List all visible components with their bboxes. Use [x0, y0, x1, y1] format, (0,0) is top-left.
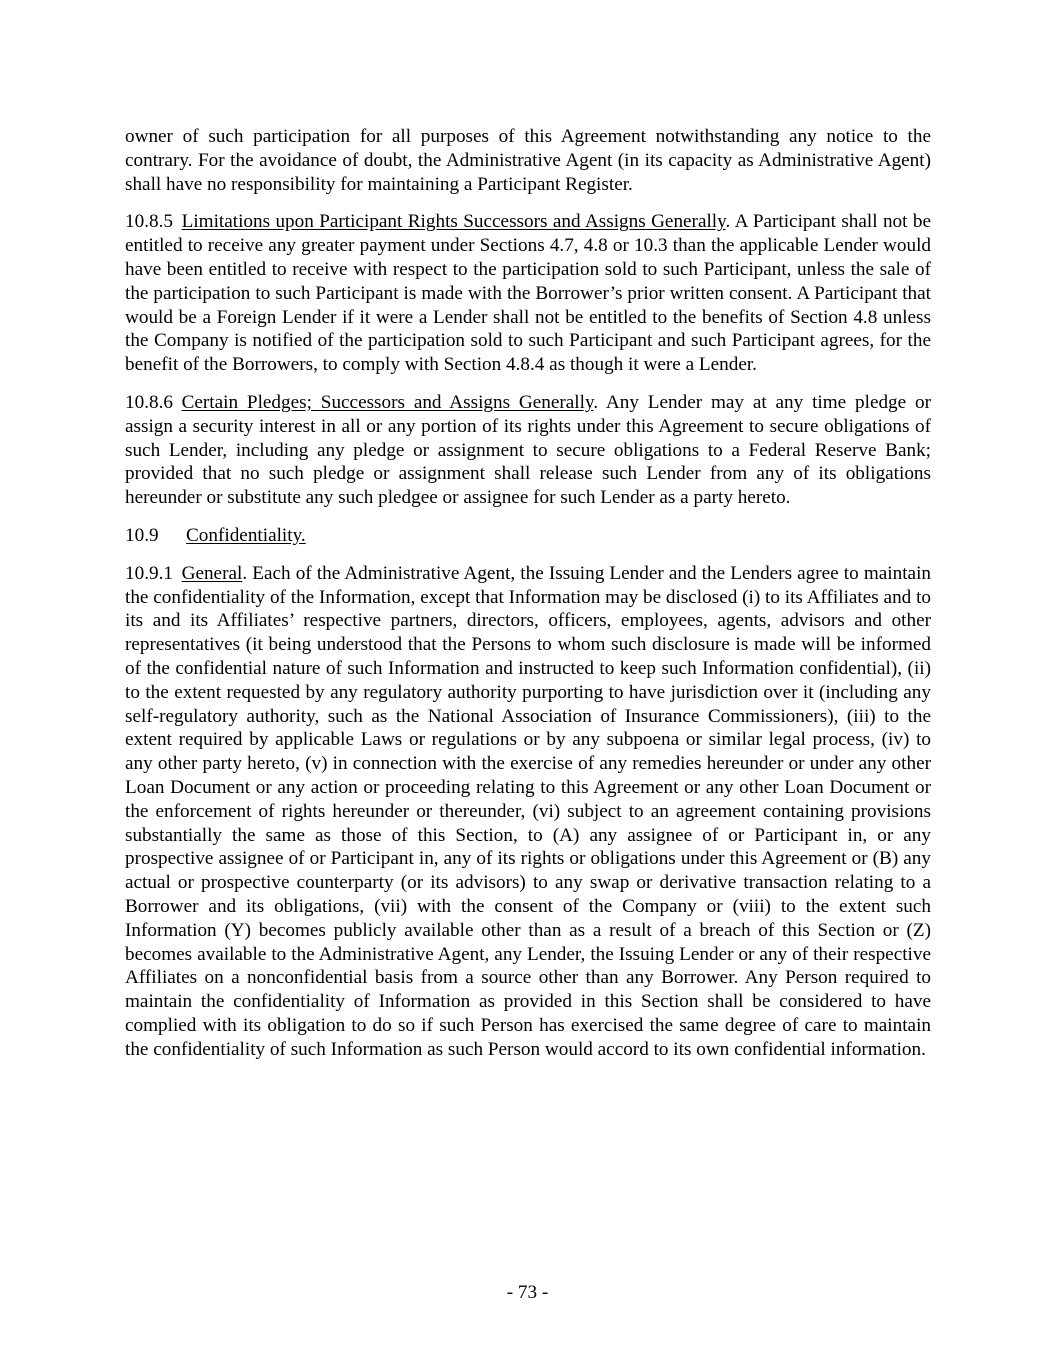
- section-10-8-5: [125, 210, 931, 377]
- section-number: 10.8.5: [125, 211, 173, 233]
- section-number: 10.9.1: [125, 562, 173, 584]
- section-title: Limitations upon Participant Rights Successors and Assigns Generally: [181, 211, 726, 233]
- section-number: 10.9: [125, 524, 159, 546]
- section-title: Certain Pledges; Successors and Assigns Generally: [181, 391, 594, 413]
- section-body: . Any Lender may at any time pledge or assign a security interest in all or any portion of its rights under this Agreement to secure obligations of such Lender, including any pledge or assignment to secure obligations to a Federal Reserve Bank; provided that no such pledge or assignment shall release such Lender from any of its obligations hereunder or substitute any such pledgee or assignee for such Lender as a party hereto.: [125, 391, 931, 509]
- section-number: 10.8.6: [125, 391, 173, 413]
- section-body: . Each of the Administrative Agent, the Issuing Lender and the Lenders agree to maintain the confidentiality of the Information, except that Information may be disclosed (i) to its Affiliates and to its and its Affiliates’ respective partners, directors, officers, employees, agents, advisors and other representatives (it being understood that the Persons to whom such disclosure is made will be informed of the confidential nature of such Information and instructed to keep such Information confidential), (ii) to the extent requested by any regulatory authority purporting to have jurisdiction over it (including any self-regulatory authority, such as the National Association of Insurance Commissioners), (iii) to the extent required by applicable Laws or regulations or by any subpoena or similar legal process, (iv) to any other party hereto, (v) in connection with the exercise of any remedies hereunder or under any other Loan Document or any action or proceeding relating to this Agreement or any other Loan Document or the enforcement of rights hereunder or thereunder, (vi) subject to an agreement containing provisions substantially the same as those of this Section, to (A) any assignee of or Participant in, or any prospective assignee of or Participant in, any of its rights or obligations under this Agreement or (B) any actual or prospective counterparty (or its advisors) to any swap or derivative transaction relating to a Borrower and its obligations, (vii) with the consent of the Company or (viii) to the extent such Information (Y) becomes publicly available other than as a result of a breach of this Section or (Z) becomes available to the Administrative Agent, any Lender, the Issuing Lender or any of their respective Affiliates on a nonconfidential basis from a source other than any Borrower. Any Person required to maintain the confidentiality of Information as provided in this Section shall be considered to have complied with its obligation to do so if such Person has exercised the same degree of care to maintain the confidentiality of such Information as such Person would accord to its own confidential information.: [125, 562, 931, 1060]
- document-page: [125, 125, 931, 1075]
- page-number: - 73 -: [506, 1282, 549, 1303]
- intro-text: owner of such participation for all purposes of this Agreement notwithstanding any notice to the contrary. For the avoidance of doubt, the Administrative Agent (in its capacity as Administrative Agent) shall have no responsibility for maintaining a Participant Register.: [125, 126, 931, 195]
- section-body: . A Participant shall not be entitled to receive any greater payment under Sections 4.7, 4.8 or 10.3 than the applicable Lender would have been entitled to receive with respect to the participation sold to such Participant, unless the sale of the participation to such Participant is made with the Borrower’s prior written consent. A Participant that would be a Foreign Lender if it were a Lender shall not be entitled to the benefits of Section 4.8 unless the Company is notified of the participation sold to such Participant and such Participant agrees, for the benefit of the Borrowers, to comply with Section 4.8.4 as though it were a Lender.: [125, 211, 931, 376]
- intro-paragraph: [125, 125, 931, 196]
- section-10-9-heading: [125, 524, 931, 548]
- section-10-9-1: [125, 562, 931, 1062]
- section-title: General: [181, 562, 243, 584]
- section-10-8-6: [125, 391, 931, 510]
- section-title: Confidentiality.: [186, 524, 306, 546]
